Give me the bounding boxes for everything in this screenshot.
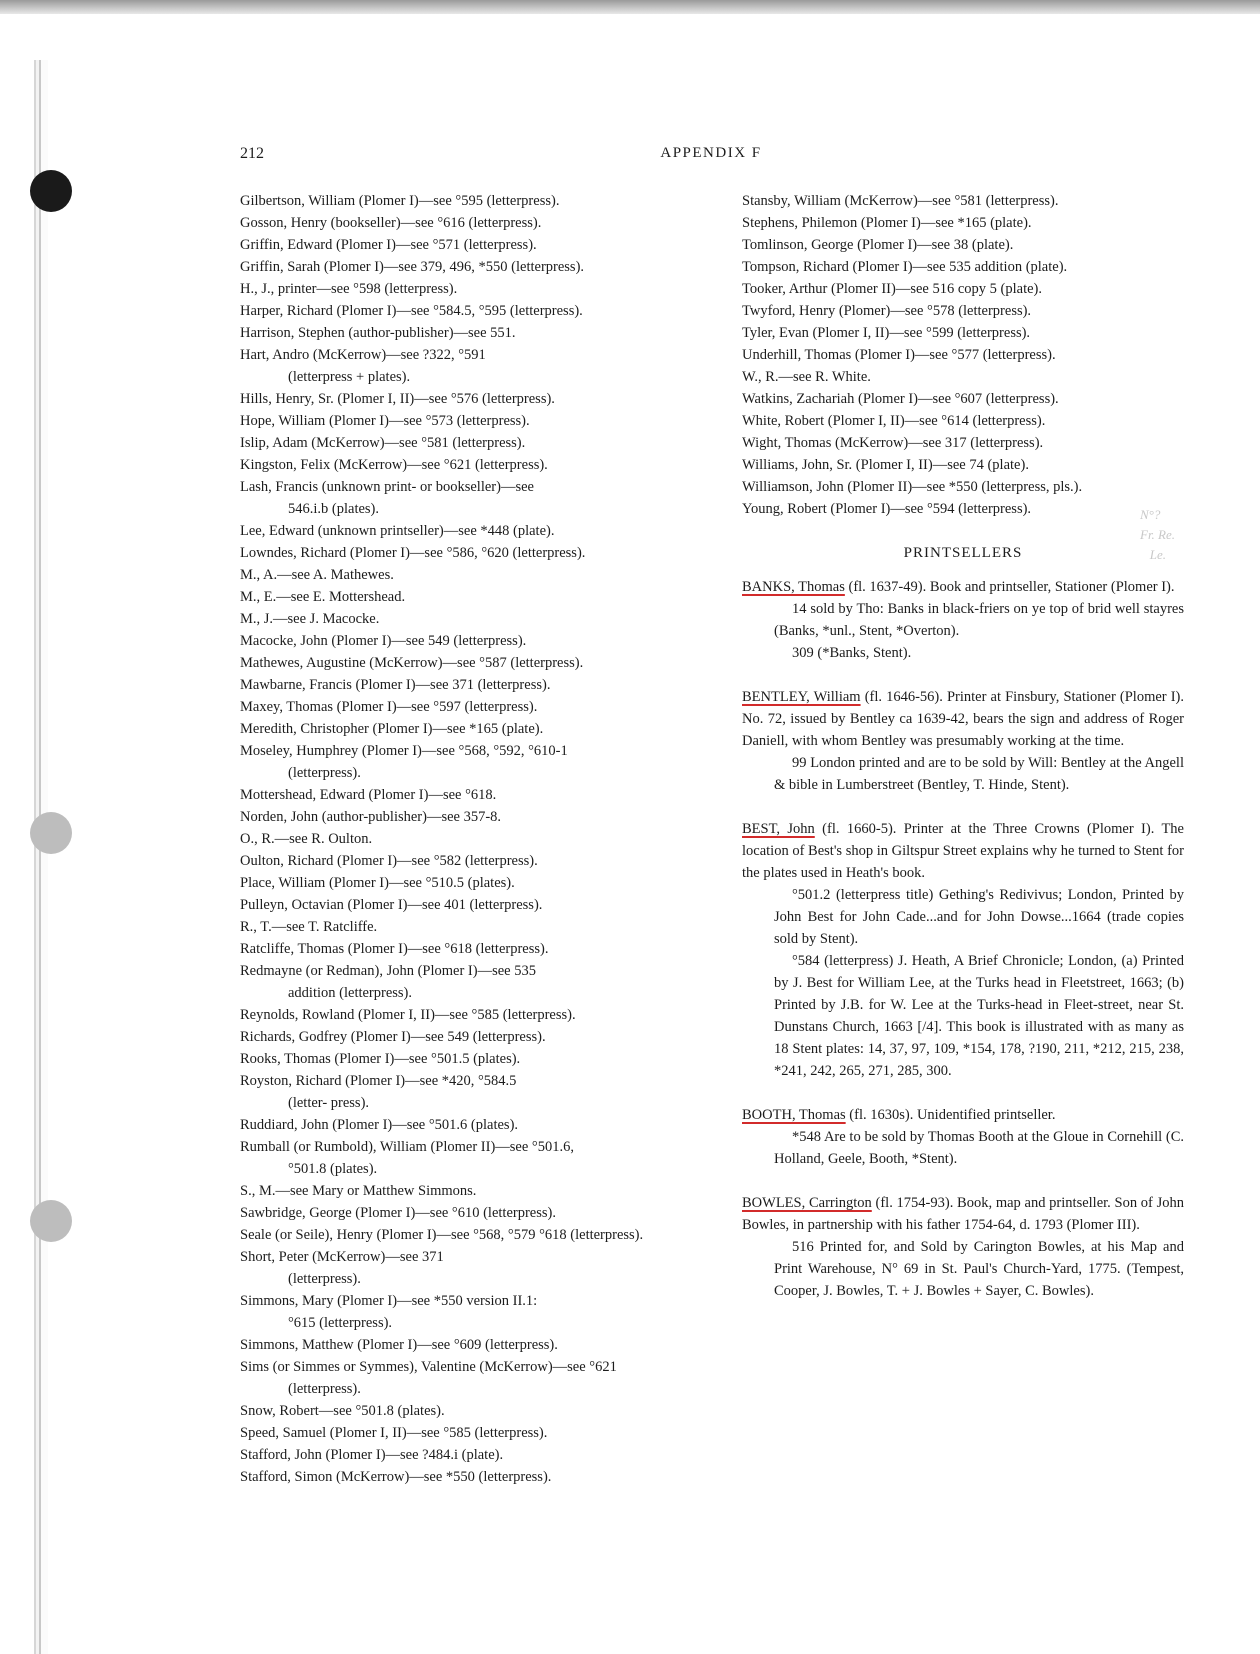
section-heading: PRINTSELLERS	[903, 545, 1023, 561]
index-entry: Underhill, Thomas (Plomer I)—see °577 (letterpress).	[742, 347, 1056, 363]
index-entry: Hart, Andro (McKerrow)—see ?322, °591 (letterpress + plates).	[240, 347, 486, 385]
index-entry: Seale (or Seile), Henry (Plomer I)—see °568, °579 °618 (letterpress).	[240, 1227, 644, 1243]
page-header	[240, 145, 1182, 167]
index-entry: Redmayne (or Redman), John (Plomer I)—see 535 addition (letterpress).	[240, 963, 536, 1001]
index-entry: Simmons, Mary (Plomer I)—see *550 version II.1: °615 (letterpress).	[240, 1293, 538, 1331]
index-entry: Mottershead, Edward (Plomer I)—see °618.	[240, 787, 497, 803]
index-entry: Wight, Thomas (McKerrow)—see 317 (letterpress).	[742, 435, 1044, 451]
index-entry: Mawbarne, Francis (Plomer I)—see 371 (letterpress).	[240, 677, 551, 693]
index-entry: Hope, William (Plomer I)—see °573 (letterpress).	[240, 413, 530, 429]
index-entry: Rumball (or Rumbold), William (Plomer II)—see °501.6, °501.8 (plates).	[240, 1139, 574, 1177]
printseller-name: BANKS, Thomas	[742, 579, 845, 595]
index-entry: Speed, Samuel (Plomer I, II)—see °585 (letterpress).	[240, 1425, 548, 1441]
index-entry: Sims (or Simmes or Symmes), Valentine (McKerrow)—see °621 (letterpress).	[240, 1359, 617, 1397]
printseller-entry	[742, 818, 1184, 1082]
printseller-description: (fl. 1646-56). Printer at Finsbury, Stationer (Plomer I). No. 72, issued by Bentley ca 1639-42, bears the sign and address of Roger Daniell, with whom Bentley was presumably working at the time.	[742, 689, 1184, 749]
punch-hole	[30, 1200, 72, 1242]
index-entry: Young, Robert (Plomer I)—see °594 (letterpress).	[742, 501, 1032, 517]
imprint-note: *548 Are to be sold by Thomas Booth at the Gloue in Cornehill (C. Holland, Geele, Booth, *Stent).	[774, 1129, 1184, 1167]
printseller-name: BEST, John	[742, 821, 815, 837]
index-entry: Mathewes, Augustine (McKerrow)—see °587 (letterpress).	[240, 655, 584, 671]
index-entry: W., R.—see R. White.	[742, 369, 871, 385]
index-entry: Hills, Henry, Sr. (Plomer I, II)—see °576 (letterpress).	[240, 391, 555, 407]
index-entry: Reynolds, Rowland (Plomer I, II)—see °585 (letterpress).	[240, 1007, 576, 1023]
imprint-note: 14 sold by Tho: Banks in black-friers on ye top of brid well stayres (Banks, *unl., Stent, *Overton).	[774, 601, 1184, 639]
index-entry: Stansby, William (McKerrow)—see °581 (letterpress).	[742, 193, 1059, 209]
index-entry: Lash, Francis (unknown print- or bookseller)—see 546.i.b (plates).	[240, 479, 534, 517]
index-entry: Gilbertson, William (Plomer I)—see °595 (letterpress).	[240, 193, 560, 209]
printseller-name: BENTLEY, William	[742, 689, 861, 705]
index-entry: Williamson, John (Plomer II)—see *550 (letterpress, pls.).	[742, 479, 1083, 495]
printseller-intro	[742, 1104, 1184, 1126]
index-entry: Norden, John (author-publisher)—see 357-8.	[240, 809, 502, 825]
printseller-intro	[742, 818, 1184, 884]
imprint-note: 99 London printed and are to be sold by Will: Bentley at the Angell & bible in Lumberstreet (Bentley, T. Hinde, Stent).	[774, 755, 1184, 793]
binding-strip	[34, 60, 48, 1654]
index-entry: Twyford, Henry (Plomer)—see °578 (letterpress).	[742, 303, 1032, 319]
index-entry: M., E.—see E. Mottershead.	[240, 589, 406, 605]
index-entry: White, Robert (Plomer I, II)—see °614 (letterpress).	[742, 413, 1046, 429]
index-entry: Macocke, John (Plomer I)—see 549 (letterpress).	[240, 633, 527, 649]
printseller-intro	[742, 576, 1184, 598]
index-list-continued	[742, 190, 1184, 520]
running-head: APPENDIX F	[660, 145, 762, 161]
index-entry: H., J., printer—see °598 (letterpress).	[240, 281, 458, 297]
printseller-intro	[742, 1192, 1184, 1236]
index-entry: Lee, Edward (unknown printseller)—see *448 (plate).	[240, 523, 555, 539]
printseller-name: BOWLES, Carrington	[742, 1195, 872, 1211]
index-entry: M., A.—see A. Mathewes.	[240, 567, 394, 583]
printseller-description: (fl. 1660-5). Printer at the Three Crowns (Plomer I). The location of Best's shop in Giltspur Street explains why he turned to Stent for the plates used in Heath's book.	[742, 821, 1184, 881]
left-column	[240, 190, 690, 1488]
printseller-description: (fl. 1637-49). Book and printseller, Stationer (Plomer I).	[848, 579, 1175, 595]
index-entry: Pulleyn, Octavian (Plomer I)—see 401 (letterpress).	[240, 897, 543, 913]
printseller-entry	[742, 1192, 1184, 1302]
imprint-note: 309 (*Banks, Stent).	[792, 645, 912, 661]
index-entry: Tompson, Richard (Plomer I)—see 535 addition (plate).	[742, 259, 1068, 275]
index-entry: M., J.—see J. Macocke.	[240, 611, 380, 627]
index-entry: O., R.—see R. Oulton.	[240, 831, 373, 847]
index-entry: Royston, Richard (Plomer I)—see *420, °584.5 (letter- press).	[240, 1073, 517, 1111]
right-column	[742, 190, 1184, 1324]
index-entry: Maxey, Thomas (Plomer I)—see °597 (letterpress).	[240, 699, 538, 715]
margin-pencil-notes: N°? Fr. Re. Le.	[1140, 507, 1176, 562]
imprint-note: °584 (letterpress) J. Heath, A Brief Chronicle; London, (a) Printed by J. Best for William Lee, at the Turks head in Fleetstreet, 1663; (b) Printed by J.B. for W. Lee at the Turks-head in Fleet-street, near St. Dunstans Church, 1663 [/4]. This book is illustrated with as many as 18 Stent plates: 14, 37, 97, 109, *154, 178, ?190, 211, *212, 215, 238, *241, 242, 265, 271, 285, 300.	[774, 953, 1184, 1079]
index-entry: Oulton, Richard (Plomer I)—see °582 (letterpress).	[240, 853, 538, 869]
printseller-name: BOOTH, Thomas	[742, 1107, 846, 1123]
page-number: 212	[240, 145, 264, 162]
printseller-entry	[742, 576, 1184, 664]
index-entry: Tyler, Evan (Plomer I, II)—see °599 (letterpress).	[742, 325, 1031, 341]
index-entry: Harper, Richard (Plomer I)—see °584.5, °595 (letterpress).	[240, 303, 583, 319]
index-entry: Moseley, Humphrey (Plomer I)—see °568, °592, °610-1 (letterpress).	[240, 743, 568, 781]
index-entry: Harrison, Stephen (author-publisher)—see 551.	[240, 325, 516, 341]
scan-top-edge	[0, 0, 1260, 14]
index-entry: Simmons, Matthew (Plomer I)—see °609 (letterpress).	[240, 1337, 558, 1353]
punch-hole	[30, 170, 72, 212]
index-entry: Snow, Robert—see °501.8 (plates).	[240, 1403, 445, 1419]
index-entry: Gosson, Henry (bookseller)—see °616 (letterpress).	[240, 215, 542, 231]
index-entry: Lowndes, Richard (Plomer I)—see °586, °620 (letterpress).	[240, 545, 586, 561]
index-entry: S., M.—see Mary or Matthew Simmons.	[240, 1183, 477, 1199]
index-entry: Sawbridge, George (Plomer I)—see °610 (letterpress).	[240, 1205, 556, 1221]
index-entry: Stephens, Philemon (Plomer I)—see *165 (plate).	[742, 215, 1032, 231]
index-entry: Short, Peter (McKerrow)—see 371 (letterpress).	[240, 1249, 444, 1287]
index-entry: Meredith, Christopher (Plomer I)—see *165 (plate).	[240, 721, 544, 737]
printseller-entry	[742, 686, 1184, 796]
index-entry: Watkins, Zachariah (Plomer I)—see °607 (letterpress).	[742, 391, 1059, 407]
printseller-description: (fl. 1754-93). Book, map and printseller. Son of John Bowles, in partnership with his father 1754-64, d. 1793 (Plomer III).	[742, 1195, 1185, 1233]
index-entry: Stafford, Simon (McKerrow)—see *550 (letterpress).	[240, 1469, 552, 1485]
index-entry: Griffin, Sarah (Plomer I)—see 379, 496, *550 (letterpress).	[240, 259, 585, 275]
index-entry: Tooker, Arthur (Plomer II)—see 516 copy 5 (plate).	[742, 281, 1042, 297]
index-entry: Ratcliffe, Thomas (Plomer I)—see °618 (letterpress).	[240, 941, 549, 957]
index-entry: R., T.—see T. Ratcliffe.	[240, 919, 378, 935]
printseller-description: (fl. 1630s). Unidentified printseller.	[849, 1107, 1056, 1123]
index-entry: Stafford, John (Plomer I)—see ?484.i (plate).	[240, 1447, 504, 1463]
printseller-list	[742, 576, 1184, 1302]
index-entry: Williams, John, Sr. (Plomer I, II)—see 74 (plate).	[742, 457, 1029, 473]
index-entry: Islip, Adam (McKerrow)—see °581 (letterpress).	[240, 435, 526, 451]
index-entry: Rooks, Thomas (Plomer I)—see °501.5 (plates).	[240, 1051, 521, 1067]
index-entry: Ruddiard, John (Plomer I)—see °501.6 (plates).	[240, 1117, 519, 1133]
index-entry: Kingston, Felix (McKerrow)—see °621 (letterpress).	[240, 457, 548, 473]
index-entry: Richards, Godfrey (Plomer I)—see 549 (letterpress).	[240, 1029, 546, 1045]
printseller-intro	[742, 686, 1184, 752]
imprint-note: 516 Printed for, and Sold by Carington Bowles, at his Map and Print Warehouse, N° 69 in St. Paul's Church-Yard, 1775. (Tempest, Cooper, J. Bowles, T. + J. Bowles + Sayer, C. Bowles).	[774, 1239, 1184, 1299]
index-entry: Griffin, Edward (Plomer I)—see °571 (letterpress).	[240, 237, 537, 253]
imprint-note: °501.2 (letterpress title) Gething's Redivivus; London, Printed by John Best for John Cade...and for John Dowse...1664 (trade copies sold by Stent).	[774, 887, 1184, 947]
index-entry: Tomlinson, George (Plomer I)—see 38 (plate).	[742, 237, 1014, 253]
punch-hole	[30, 812, 72, 854]
index-entry: Place, William (Plomer I)—see °510.5 (plates).	[240, 875, 515, 891]
printseller-entry	[742, 1104, 1184, 1170]
